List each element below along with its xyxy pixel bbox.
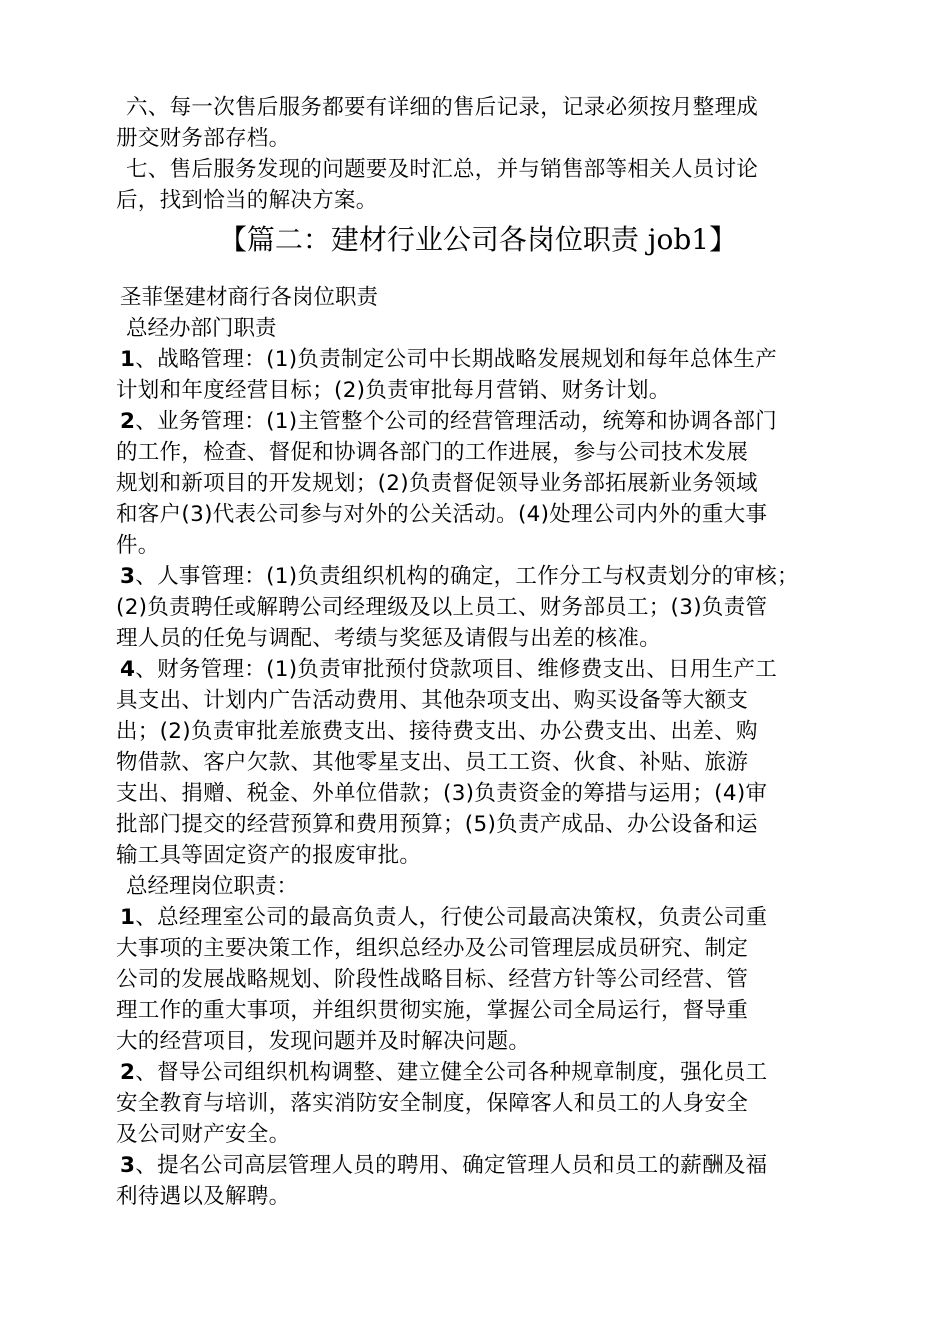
item-text: 、战略管理：(1)负责制定公司中长期战略发展规划和每年总体生产 (135, 347, 778, 372)
item-text: 、提名公司高层管理人员的聘用、确定管理人员和员工的薪酬及福 (135, 1153, 768, 1178)
item-number: 3 (120, 564, 136, 589)
spacer (116, 264, 840, 282)
text-line: 公司的发展战略规划、阶段性战略目标、经营方针等公司经营、管 (116, 967, 749, 992)
dept-item-4 (116, 654, 840, 871)
text-line: 大的经营项目，发现问题并及时解决问题。 (116, 1029, 531, 1054)
text-line: 批部门提交的经营预算和费用预算；(5)负责产成品、办公设备和运 (116, 812, 758, 837)
item-number: 4 (120, 657, 136, 682)
item-text: 、财务管理：(1)负责审批预付贷款项目、维修费支出、日用生产工 (135, 657, 778, 682)
gm-item-1 (116, 902, 840, 1057)
text-line: 件。 (116, 533, 160, 558)
text-line: 册交财务部存档。 (116, 126, 291, 151)
dept-title: 总经办部门职责 (126, 316, 277, 341)
text-line: 大事项的主要决策工作，组织总经办及公司管理层成员研究、制定 (116, 936, 749, 961)
gm-title: 总经理岗位职责： (126, 874, 299, 899)
text-line: 规划和新项目的开发规划；(2)负责督促领导业务部拓展新业务领域 (116, 471, 758, 496)
text-line (116, 1150, 840, 1181)
text-line: 理工作的重大事项，并组织贯彻实施，掌握公司全局运行，督导重 (116, 998, 749, 1023)
item-number: 2 (120, 1060, 136, 1085)
item-number: 2 (120, 409, 136, 434)
text-line (116, 406, 840, 437)
dept-item-2 (116, 406, 840, 561)
text-line: 七、售后服务发现的问题要及时汇总，并与销售部等相关人员讨论 (126, 157, 759, 182)
text-line: 物借款、客户欠款、其他零星支出、员工工资、伙食、补贴、旅游 (116, 750, 749, 775)
gm-item-3 (116, 1150, 840, 1212)
item-text: 、业务管理：(1)主管整个公司的经营管理活动，统筹和协调各部门 (135, 409, 778, 434)
text-line: 出；(2)负责审批差旅费支出、接待费支出、办公费支出、出差、购 (116, 719, 758, 744)
item-number: 1 (120, 347, 136, 372)
text-line: 输工具等固定资产的报废审批。 (116, 843, 422, 868)
text-line (116, 1057, 840, 1088)
document-body (116, 92, 840, 1212)
text-line (116, 561, 840, 592)
text-line: (2)负责聘任或解聘公司经理级及以上员工、财务部员工；(3)负责管 (116, 595, 768, 620)
text-line: 和客户(3)代表公司参与对外的公关活动。(4)处理公司内外的重大事 (116, 502, 768, 527)
text-line: 计划和年度经营目标；(2)负责审批每月营销、财务计划。 (116, 378, 671, 403)
text-line: 具支出、计划内广告活动费用、其他杂项支出、购买设备等大额支 (116, 688, 749, 713)
text-line (116, 654, 840, 685)
text-line: 及公司财产安全。 (116, 1122, 291, 1147)
company-title: 圣菲堡建材商行各岗位职责 (120, 285, 379, 310)
text-line: 后，找到恰当的解决方案。 (116, 188, 378, 213)
text-line: 六、每一次售后服务都要有详细的售后记录，记录必须按月整理成 (126, 95, 759, 120)
text-line (116, 344, 840, 375)
item-text: 、总经理室公司的最高负责人，行使公司最高决策权，负责公司重 (135, 905, 768, 930)
text-line: 支出、捐赠、税金、外单位借款；(3)负责资金的筹措与运用；(4)审 (116, 781, 768, 806)
paragraph-seven (116, 154, 840, 216)
item-text: 、人事管理：(1)负责组织机构的确定，工作分工与权责划分的审核； (135, 564, 799, 589)
section-heading: 【篇二：建材行业公司各岗位职责 job1】 (218, 223, 738, 256)
item-text: 、督导公司组织机构调整、建立健全公司各种规章制度，强化员工 (135, 1060, 768, 1085)
item-number: 3 (120, 1153, 136, 1178)
text-line (116, 902, 840, 933)
text-line: 利待遇以及解聘。 (116, 1184, 291, 1209)
dept-item-1 (116, 344, 840, 406)
dept-item-3 (116, 561, 840, 654)
text-line: 安全教育与培训，落实消防安全制度，保障客人和员工的人身安全 (116, 1091, 749, 1116)
paragraph-six (116, 92, 840, 154)
text-line: 理人员的任免与调配、考绩与奖惩及请假与出差的核准。 (116, 626, 662, 651)
gm-item-2 (116, 1057, 840, 1150)
text-line: 的工作，检查、督促和协调各部门的工作进展，参与公司技术发展 (116, 440, 749, 465)
item-number: 1 (120, 905, 136, 930)
